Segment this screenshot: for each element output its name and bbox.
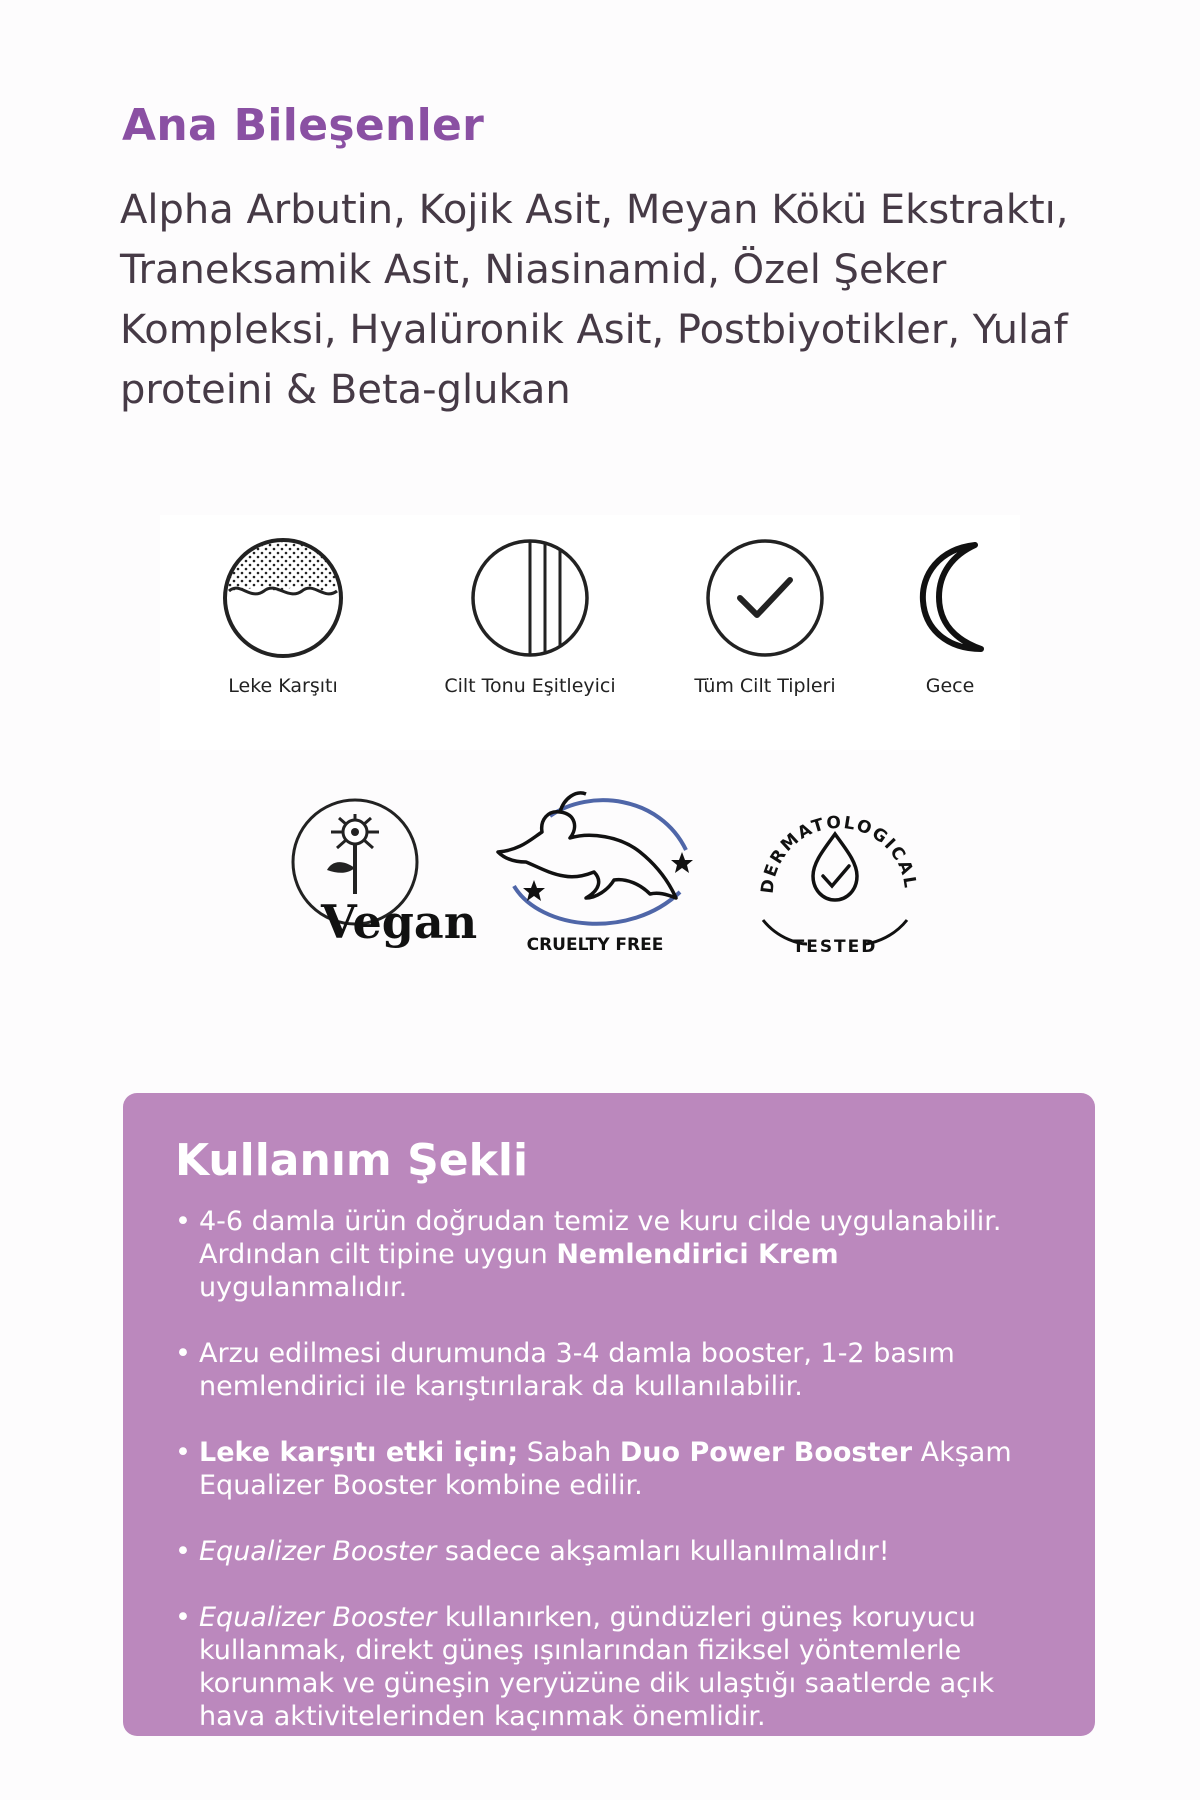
usage-title: Kullanım Şekli [175,1135,529,1186]
usage-italic-text: Equalizer Booster [199,1602,437,1633]
usage-text: uygulanmalıdır. [199,1272,408,1303]
feature-spot-care [208,535,358,697]
usage-text: Arzu edilmesi durumunda 3-4 damla booster, 1-2 basım nemlendirici ile karıştırılarak da kullanılabilir. [199,1338,955,1402]
crescent-moon-icon [887,535,1013,661]
sunflower-icon [285,790,485,955]
feature-night [880,535,1020,697]
usage-item [175,1205,1055,1304]
feature-all-skin-types [670,535,860,697]
derm-arc-text: DERMATOLOGICAL [757,812,921,895]
striped-circle-icon [467,535,593,661]
usage-text: Akşam Equalizer Booster kombine edilir. [199,1437,1012,1501]
feature-label: Leke Karşıtı [228,675,338,697]
derm-seal-icon [735,772,935,972]
cruelty-free-label: CRUELTY FREE [526,935,664,955]
derm-tested-text: TESTED [792,937,878,957]
usage-card [123,1093,1095,1736]
usage-text: kullanırken, gündüzleri güneş koruyucu kullanmak, direkt güneş ışınlarından fiziksel yöntemlerle korunmak ve güneşin yeryüzüne dik ulaştığı saatlerde açık hava aktivitelerinden kaçınmak önemlidir. [199,1602,995,1732]
usage-text: Sabah [518,1437,620,1468]
usage-item [175,1337,1055,1403]
cruelty-free-badge [490,780,700,964]
feature-label: Tüm Cilt Tipleri [694,675,836,697]
usage-item [175,1601,1055,1733]
usage-bold-text: Duo Power Booster [619,1437,913,1468]
usage-list [175,1205,1055,1766]
usage-item [175,1535,1055,1568]
dermatologically-tested-badge [735,772,935,976]
checkmark-circle-icon [702,535,828,661]
feature-label: Gece [925,675,975,697]
ingredients-text: Alpha Arbutin, Kojik Asit, Meyan Kökü Ekstraktı, Traneksamik Asit, Niasinamid, Özel Şeker Kompleksi, Hyalüronik Asit, Postbiyotikler, Yulaf proteini & Beta-glukan [120,187,1069,413]
feature-label: Cilt Tonu Eşitleyici [444,675,616,697]
dotted-wave-circle-icon [220,535,346,661]
vegan-badge [285,790,485,959]
usage-text: 4-6 damla ürün doğrudan temiz ve kuru cilde uygulanabilir. Ardından cilt tipine uygun [199,1206,1002,1270]
ingredients-title: Ana Bileşenler [122,100,485,151]
usage-italic-text: Equalizer Booster [199,1536,437,1567]
usage-bold-text: Leke karşıtı etki için; [199,1437,519,1468]
usage-item [175,1436,1055,1502]
leaping-bunny-icon [490,780,700,960]
usage-text: sadece akşamları kullanılmalıdır! [436,1536,890,1567]
usage-bold-text: Nemlendirici Krem [556,1239,839,1270]
svg-text:DERMATOLOGICALLY [735,772,920,895]
feature-skin-tone [425,535,635,697]
vegan-wordmark: Vegan [321,895,478,949]
